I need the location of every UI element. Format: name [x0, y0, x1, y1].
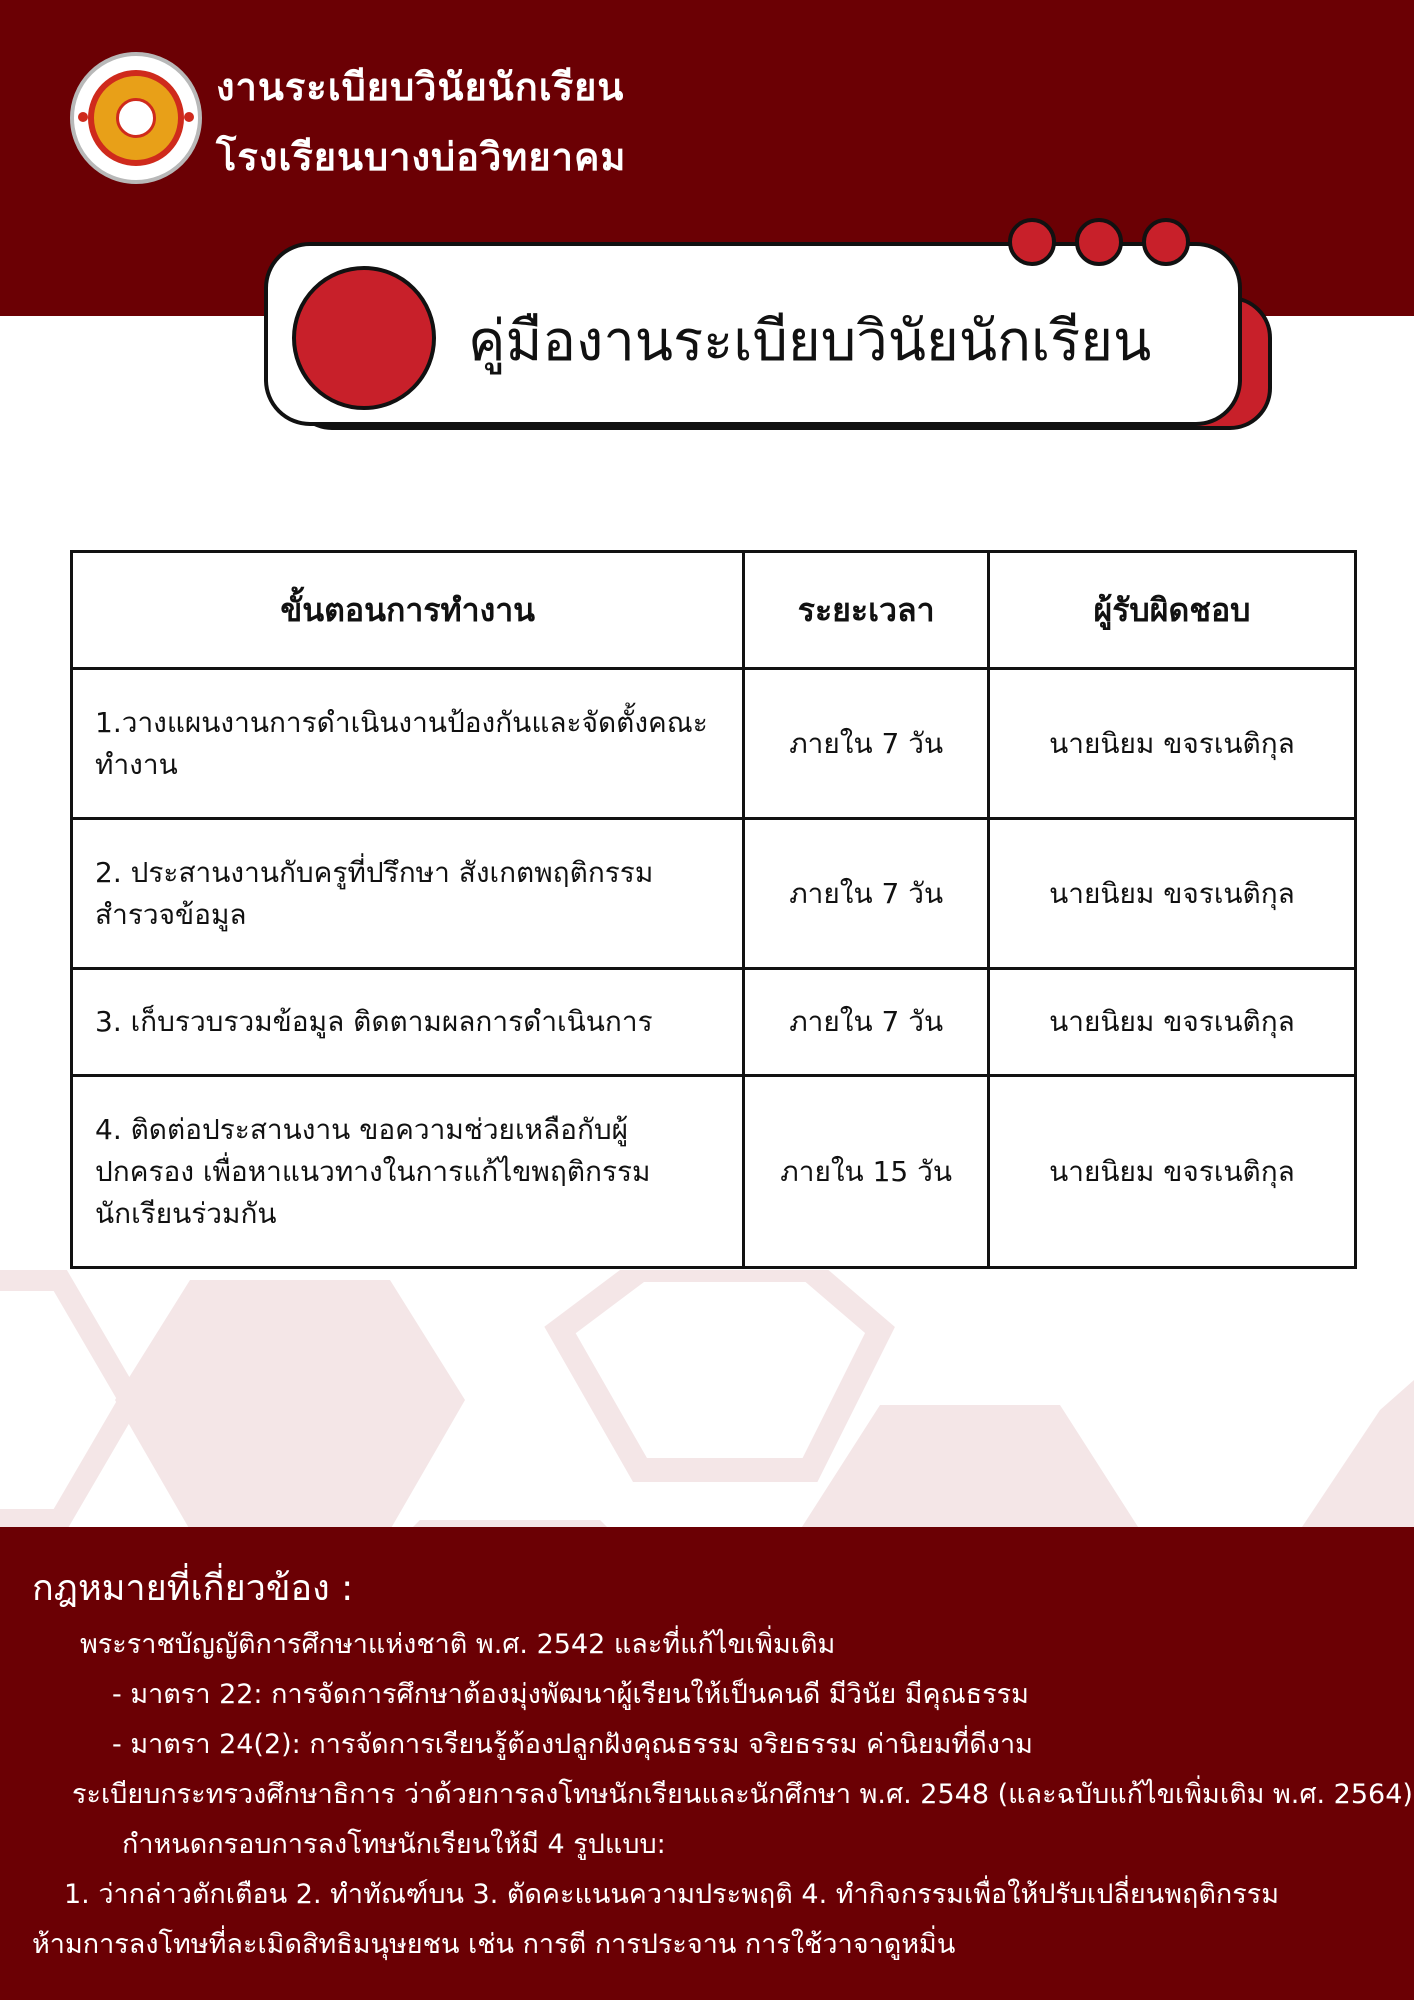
- title-banner: [264, 242, 1242, 426]
- decor-bubble-2: [1075, 218, 1123, 266]
- step-cell: [72, 819, 744, 969]
- duration-cell: ภายใน 7 วัน: [744, 669, 989, 819]
- step-text-line: ทำงาน: [95, 747, 178, 781]
- law-regulation-line: ระเบียบกระทรวงศึกษาธิการ ว่าด้วยการลงโทษนักเรียนและนักศึกษา พ.ศ. 2548 (และฉบับแก้ไขเพิ่มเติม พ.ศ. 2564): [72, 1779, 1413, 1810]
- decor-bubble-3: [1142, 218, 1190, 266]
- hexagon-pattern-decor: [0, 1270, 1414, 1530]
- law-punishment-types: 1. ว่ากล่าวตักเตือน 2. ทำทัณฑ์บน 3. ตัดคะแนนความประพฤติ 4. ทำกิจกรรมเพื่อให้ปรับเปลี่ยนพฤติกรรม: [64, 1879, 1280, 1910]
- logo-gear: [88, 70, 184, 166]
- step-cell: [72, 669, 744, 819]
- column-header-step: ขั้นตอนการทำงาน: [72, 552, 744, 669]
- step-text-line: 2. ประสานงานกับครูที่ปรึกษา สังเกตพฤติกรรม: [95, 855, 654, 889]
- department-name: งานระเบียบวินัยนักเรียน: [216, 65, 625, 109]
- duration-cell: ภายใน 7 วัน: [744, 819, 989, 969]
- table-header-row: [72, 552, 1356, 669]
- table-row: [72, 1076, 1356, 1268]
- owner-cell: นายนิยม ขจรเนติกุล: [988, 819, 1355, 969]
- banner-circle-icon: [292, 266, 436, 410]
- owner-cell: นายนิยม ขจรเนติกุล: [988, 669, 1355, 819]
- hex-filled-right: [800, 1405, 1140, 1530]
- logo-left-dot: [78, 112, 88, 122]
- column-header-owner: ผู้รับผิดชอบ: [988, 552, 1355, 669]
- laws-heading: กฎหมายที่เกี่ยวข้อง :: [32, 1568, 354, 1609]
- step-text-line: สำรวจข้อมูล: [95, 897, 247, 931]
- table-row: [72, 819, 1356, 969]
- step-cell: [72, 1076, 744, 1268]
- owner-cell: นายนิยม ขจรเนติกุล: [988, 969, 1355, 1076]
- laws-section: [0, 1527, 1414, 2000]
- step-text-line: ปกครอง เพื่อหาแนวทางในการแก้ไขพฤติกรรม: [95, 1154, 651, 1188]
- hex-filled-edge: [1300, 1380, 1414, 1530]
- school-logo-icon: [70, 52, 202, 184]
- column-header-duration: ระยะเวลา: [744, 552, 989, 669]
- logo-right-dot: [184, 112, 194, 122]
- duration-cell: ภายใน 7 วัน: [744, 969, 989, 1076]
- procedure-table: [70, 550, 1357, 1269]
- step-text-line: 3. เก็บรวบรวมข้อมูล ติดตามผลการดำเนินการ: [95, 1005, 653, 1038]
- page-title: คู่มืองานระเบียบวินัยนักเรียน: [468, 309, 1152, 374]
- law-punishment-intro: กำหนดกรอบการลงโทษนักเรียนให้มี 4 รูปแบบ:: [122, 1829, 666, 1860]
- logo-book-emblem: [116, 98, 156, 138]
- hex-outline-center: [560, 1270, 880, 1470]
- law-act-line: พระราชบัญญัติการศึกษาแห่งชาติ พ.ศ. 2542 และที่แก้ไขเพิ่มเติม: [80, 1629, 836, 1660]
- hex-filled-left: [115, 1280, 465, 1530]
- step-text-line: นักเรียนร่วมกัน: [95, 1196, 277, 1230]
- decor-bubble-1: [1008, 218, 1056, 266]
- table-row: [72, 669, 1356, 819]
- hex-outline-left: [0, 1280, 130, 1520]
- step-text-line: 1.วางแผนงานการดำเนินงานป้องกันและจัดตั้งคณะ: [95, 705, 708, 739]
- law-section-22: - มาตรา 22: การจัดการศึกษาต้องมุ่งพัฒนาผู้เรียนให้เป็นคนดี มีวินัย มีคุณธรรม: [112, 1679, 1029, 1710]
- duration-cell: ภายใน 15 วัน: [744, 1076, 989, 1268]
- step-cell: [72, 969, 744, 1076]
- law-section-24: - มาตรา 24(2): การจัดการเรียนรู้ต้องปลูกฝังคุณธรรม จริยธรรม ค่านิยมที่ดีงาม: [112, 1729, 1033, 1760]
- school-name: โรงเรียนบางบ่อวิทยาคม: [216, 135, 627, 179]
- step-text-line: 4. ติดต่อประสานงาน ขอความช่วยเหลือกับผู้: [95, 1112, 629, 1146]
- owner-cell: นายนิยม ขจรเนติกุล: [988, 1076, 1355, 1268]
- law-prohibition: ห้ามการลงโทษที่ละเมิดสิทธิมนุษยชน เช่น การตี การประจาน การใช้วาจาดูหมิ่น: [32, 1929, 956, 1960]
- table-row: [72, 969, 1356, 1076]
